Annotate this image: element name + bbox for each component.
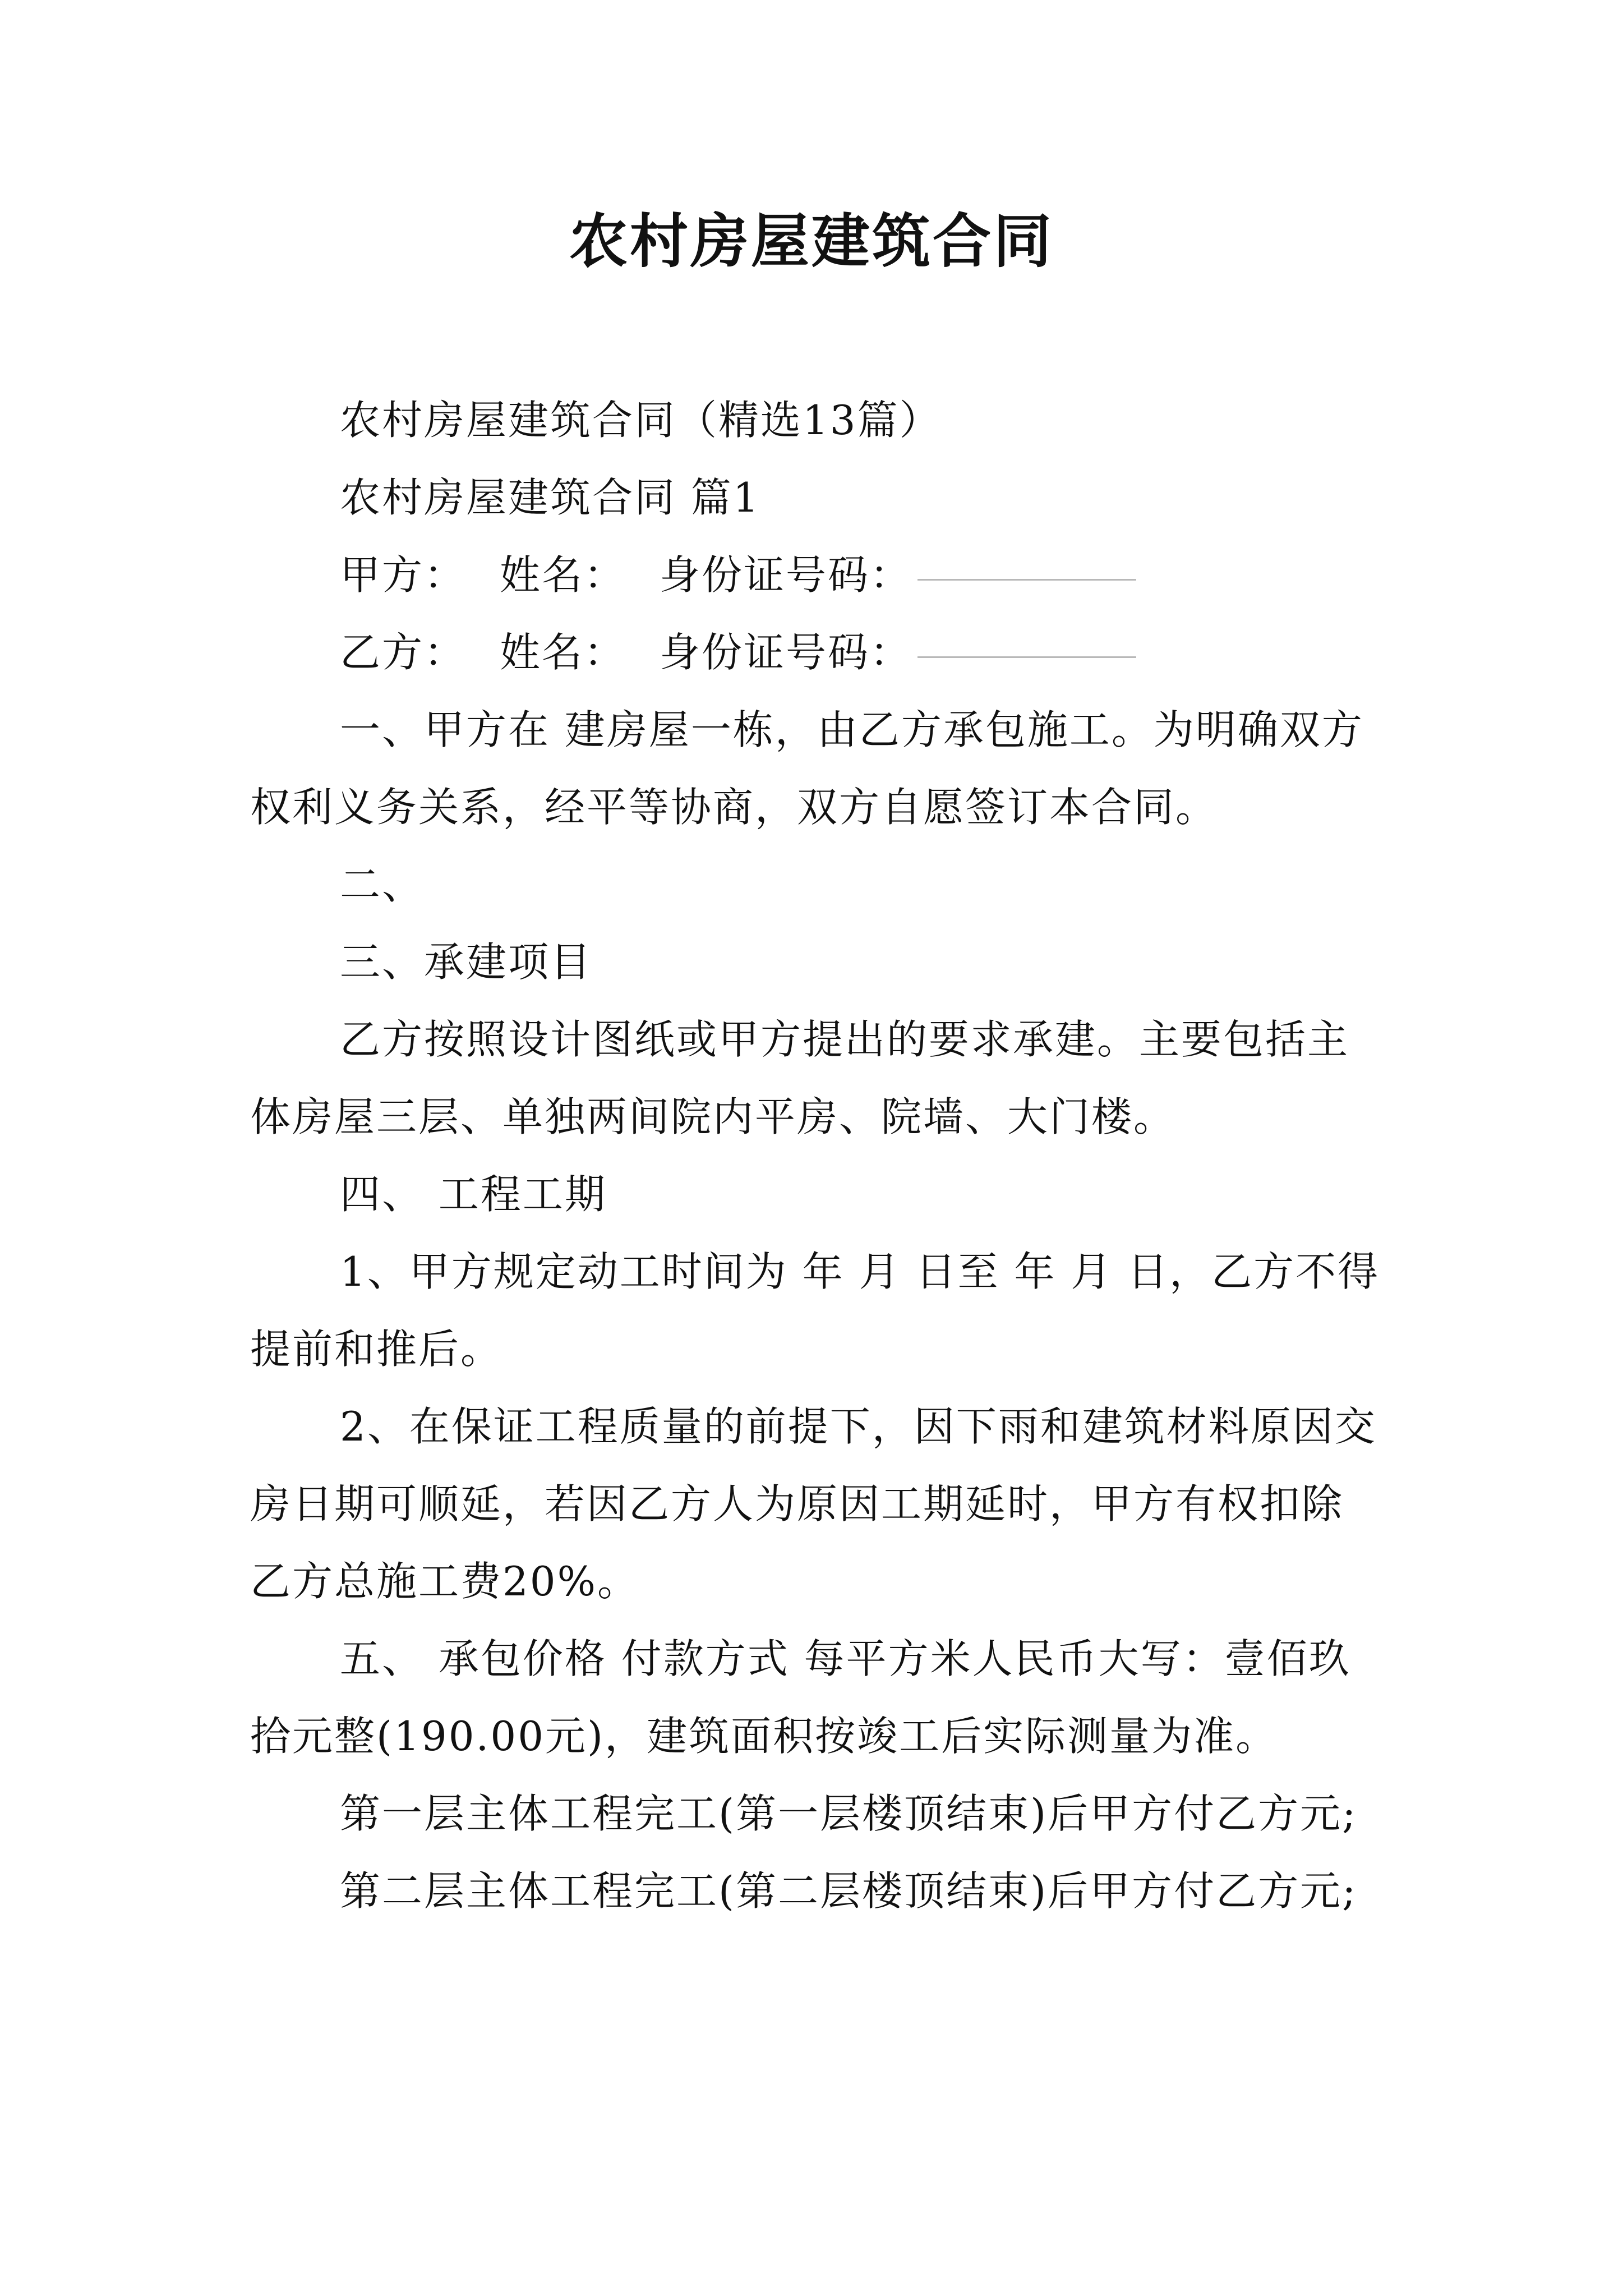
paragraph-2: 二、 (340, 861, 425, 908)
paragraph-9: 第一层主体工程完工(第一层楼顶结束)后甲方付乙方元; (340, 1790, 1358, 1837)
paragraph-6: 1、甲方规定动工时间为 年 月 日至 年 月 日，乙方不得提前和推后。 (250, 1248, 1380, 1373)
party-a-line (250, 536, 1383, 614)
paragraph-8: 五、 承包价格 付款方式 每平方米人民币大写：壹佰玖拾元整(190.00元)，建筑面积按竣工后实际测量为准。 (250, 1635, 1351, 1760)
party-b-label: 乙方： (340, 629, 467, 676)
document-body (250, 381, 1383, 1930)
document-title: 农村房屋建筑合同 (569, 206, 1054, 275)
party-b-id-label: 身份证号码： (660, 629, 912, 676)
party-a-id-label: 身份证号码： (660, 551, 912, 599)
party-a-label: 甲方： (340, 551, 467, 599)
paragraph-10: 第二层主体工程完工(第二层楼顶结束)后甲方付乙方元; (340, 1867, 1358, 1915)
party-b-line (250, 614, 1383, 691)
paragraph-4: 乙方按照设计图纸或甲方提出的要求承建。主要包括主体房屋三层、单独两间院内平房、院墙、大门楼。 (250, 1016, 1350, 1140)
paragraph-7: 2、在保证工程质量的前提下，因下雨和建筑材料原因交房日期可顺延，若因乙方人为原因工期延时，甲方有权扣除乙方总施工费20%。 (250, 1403, 1377, 1605)
paragraph-1: 一、甲方在 建房屋一栋，由乙方承包施工。为明确双方权利义务关系，经平等协商，双方自愿签订本合同。 (250, 706, 1364, 831)
section-heading: 农村房屋建筑合同 篇1 (340, 474, 760, 521)
party-a-name-label: 姓名： (500, 551, 626, 599)
paragraph-3: 三、承建项目 (340, 938, 593, 986)
paragraph-5: 四、 工程工期 (340, 1171, 607, 1218)
party-a-id-blank (917, 577, 1136, 581)
document-subtitle: 农村房屋建筑合同（精选13篇） (340, 397, 942, 444)
party-b-id-blank (917, 654, 1136, 658)
party-b-name-label: 姓名： (500, 629, 626, 676)
